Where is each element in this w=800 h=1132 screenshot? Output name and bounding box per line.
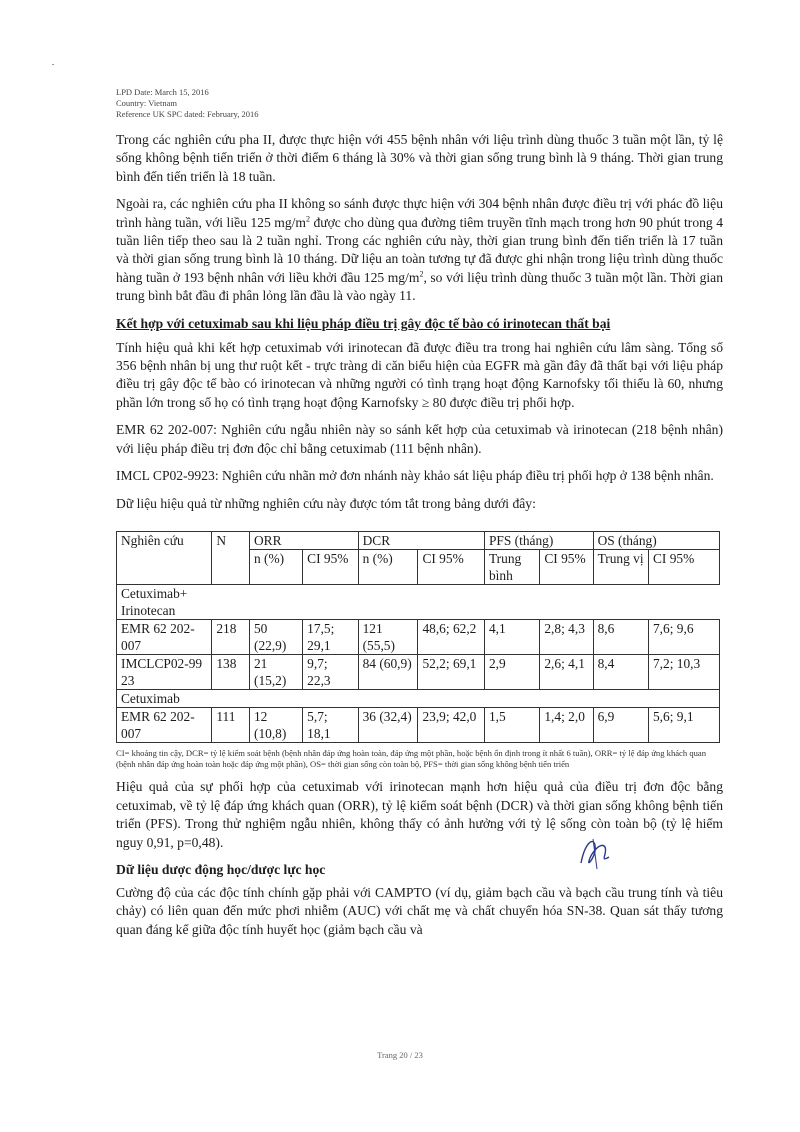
- cell-pfs-median: 4,1: [484, 619, 539, 654]
- cell-os-median: 8,4: [593, 654, 648, 689]
- header-reference: Reference UK SPC dated: February, 2016: [116, 109, 259, 119]
- header-n: N: [212, 531, 250, 549]
- cell-orr-ci: 17,5; 29,1: [303, 619, 358, 654]
- scan-speck: [52, 64, 54, 65]
- cell-pfs-ci: 2,6; 4,1: [540, 654, 593, 689]
- cell-pfs-median: 1,5: [484, 707, 539, 742]
- cell-dcr-ci: 52,2; 69,1: [418, 654, 485, 689]
- subheader-orr-n: n (%): [249, 549, 302, 584]
- header-dcr: DCR: [358, 531, 484, 549]
- paragraph-imcl-study: IMCL CP02-9923: Nghiên cứu nhãn mở đơn nhánh này khảo sát liệu pháp điều trị phối hợp ở 138 bệnh nhân.: [116, 468, 714, 484]
- subheader-os-ci: CI 95%: [648, 549, 719, 584]
- subheader-os-median: Trung vị: [593, 549, 648, 584]
- cell-pfs-median: 2,9: [484, 654, 539, 689]
- handwritten-initials-icon: [575, 833, 615, 873]
- subheader-orr-ci: CI 95%: [303, 549, 358, 584]
- paragraph-weekly-part1: Ngoài ra, các nghiên cứu pha II không so sánh được thực hiện với 304 bệnh nhân được điều trị với phác đồ liệu trình hàng tuần, với liều 125 mg/m: [116, 196, 723, 230]
- table-group-row: [117, 689, 720, 707]
- cell-dcr-n: 121 (55,5): [358, 619, 418, 654]
- cell-study: IMCLCP02-9923: [117, 654, 212, 689]
- header-pfs: PFS (tháng): [484, 531, 593, 549]
- document-header: [116, 87, 259, 120]
- cell-orr-ci: 5,7; 18,1: [303, 707, 358, 742]
- cell-orr-n: 50 (22,9): [249, 619, 302, 654]
- subheader-pfs-ci: CI 95%: [540, 549, 593, 584]
- table-subheader-row: [117, 549, 720, 584]
- superscript: 2: [419, 269, 424, 279]
- page-footer: Trang 20 / 23: [377, 1050, 423, 1060]
- paragraph-emr-study: EMR 62 202-007: Nghiên cứu ngẫu nhiên này so sánh kết hợp của cetuximab và irinotecan (218 bệnh nhân) với liệu pháp điều trị đơn độc chỉ bằng cetuximab (111 bệnh nhân).: [116, 422, 723, 456]
- empty-cell: [117, 549, 212, 584]
- cell-os-median: 6,9: [593, 707, 648, 742]
- cell-os-ci: 7,6; 9,6: [648, 619, 719, 654]
- paragraph-phase2: Trong các nghiên cứu pha II, được thực hiện với 455 bệnh nhân với liệu trình dùng thuốc 3 tuần một lần, tỷ lệ sống không bệnh tiến triển ở thời điểm 6 tháng là 30% và thời gian sống trung bình là 9 tháng. Thời gian trung bình đến tiến triển là 18 tuần.: [116, 132, 723, 184]
- table-footnote: CI= khoảng tin cậy, DCR= tỷ lệ kiểm soát bệnh (bệnh nhân đáp ứng hoàn toàn, đáp ứng một phần, hoặc bệnh ổn định trong ít nhất 6 tuần), ORR= tỷ lệ đáp ứng khách quan (bệnh nhân đáp ứng hoàn toàn hoặc đáp ứng một phần), OS= thời gian sống còn toàn bộ, PFS= thời gian sống không bệnh tiến triển: [116, 747, 707, 770]
- cell-orr-n: 21 (15,2): [249, 654, 302, 689]
- cell-study: EMR 62 202-007: [117, 707, 212, 742]
- section-heading-cetuximab: Kết hợp với cetuximab sau khi liệu pháp điều trị gây độc tế bào có irinotecan thất bại: [116, 315, 611, 331]
- paragraph-table-intro: Dữ liệu hiệu quả từ những nghiên cứu này được tóm tắt trong bảng dưới đây:: [116, 495, 536, 511]
- header-study: Nghiên cứu: [117, 531, 212, 549]
- paragraph-cetuximab-intro: Tính hiệu quả khi kết hợp cetuximab với irinotecan đã được điều tra trong hai nghiên cứu lâm sàng. Tổng số 356 bệnh nhân bị ung thư ruột kết - trực tràng di căn biểu hiện của EGFR mà gần đây đã thất bại với liệu pháp điều trị gây độc tế bào có irinotecan và những người có tình trạng hoạt động Karnofsky tối thiểu là 60, nhưng phần lớn trong số họ có tình trạng hoạt động Karnofsky ≥ 80 được điều trị phối hợp.: [116, 339, 723, 410]
- paragraph-pk-pd: Cường độ của các độc tính chính gặp phải với CAMPTO (ví dụ, giảm bạch cầu và bạch cầu trung tính và tiêu chảy) có liên quan đến mức phơi nhiễm (AUC) với chất mẹ và chất chuyển hóa SN-38. Quan sát thấy tương quan đáng kể giữa độc tính huyết học (giảm bạch cầu và: [116, 884, 723, 937]
- header-orr: ORR: [249, 531, 358, 549]
- superscript: 2: [305, 214, 310, 224]
- header-os: OS (tháng): [593, 531, 719, 549]
- cell-pfs-ci: 1,4; 2,0: [540, 707, 593, 742]
- paragraph-efficacy-summary: Hiệu quả của sự phối hợp của cetuximab với irinotecan mạnh hơn hiệu quả của điều trị đơn độc bằng cetuximab, về tỷ lệ đáp ứng khách quan (ORR), tỷ lệ kiểm soát bệnh (DCR) và thời gian sống không bệnh tiến triển (PFS). Trong thử nghiệm ngẫu nhiên, không thấy có ảnh hưởng với tỷ lệ sống còn toàn bộ (tỷ lệ hiểm nguy 0,91, p=0,48).: [116, 779, 723, 850]
- paragraph-weekly-part3: , so với liệu trình dùng thuốc 3 tuần một lần. Thời gian trung bình bắt đầu đi phân lỏng lần đầu là vào ngày 11.: [116, 269, 723, 304]
- document-body: [116, 131, 723, 948]
- cell-study: EMR 62 202-007: [117, 619, 212, 654]
- cell-dcr-n: 84 (60,9): [358, 654, 418, 689]
- table-row: [117, 654, 720, 689]
- section-heading-pk-pd: Dữ liệu dược động học/dược lực học: [116, 861, 326, 877]
- cell-dcr-ci: 23,9; 42,0: [418, 707, 485, 742]
- subheader-dcr-n: n (%): [358, 549, 418, 584]
- header-lpd-date: LPD Date: March 15, 2016: [116, 87, 209, 97]
- cell-os-ci: 5,6; 9,1: [648, 707, 719, 742]
- table-row: [117, 619, 720, 654]
- cell-os-ci: 7,2; 10,3: [648, 654, 719, 689]
- cell-pfs-ci: 2,8; 4,3: [540, 619, 593, 654]
- table-row: [117, 707, 720, 742]
- table-group-row: [117, 584, 720, 619]
- paragraph-weekly-regimen: [116, 195, 723, 305]
- empty-cell: [212, 549, 250, 584]
- group-cetuximab-irinotecan: Cetuximab+ Irinotecan: [117, 584, 720, 619]
- efficacy-table: [116, 531, 720, 743]
- cell-n: 138: [212, 654, 250, 689]
- cell-n: 218: [212, 619, 250, 654]
- subheader-dcr-ci: CI 95%: [418, 549, 485, 584]
- cell-os-median: 8,6: [593, 619, 648, 654]
- cell-dcr-ci: 48,6; 62,2: [418, 619, 485, 654]
- cell-orr-ci: 9,7; 22,3: [303, 654, 358, 689]
- cell-dcr-n: 36 (32,4): [358, 707, 418, 742]
- header-country: Country: Vietnam: [116, 98, 177, 108]
- cell-orr-n: 12 (10,8): [249, 707, 302, 742]
- group-cetuximab: Cetuximab: [117, 689, 720, 707]
- paragraph-weekly-part2: được cho dùng qua đường tiêm truyền tĩnh mạch trong hơn 90 phút trong 4 tuần liên tiếp theo sau là 2 tuần nghỉ. Trong các nghiên cứu này, thời gian trung bình đến tiến triển là 17 tuần và thời gian sống trung bình là 10 tháng. Dữ liệu an toàn tương tự đã được ghi nhận trong liệu trình dùng thuốc hàng tuần ở 193 bệnh nhân với liều khởi đầu 125 mg/m: [116, 214, 723, 285]
- cell-n: 111: [212, 707, 250, 742]
- subheader-pfs-median: Trung bình: [484, 549, 539, 584]
- table-header-row: [117, 531, 720, 549]
